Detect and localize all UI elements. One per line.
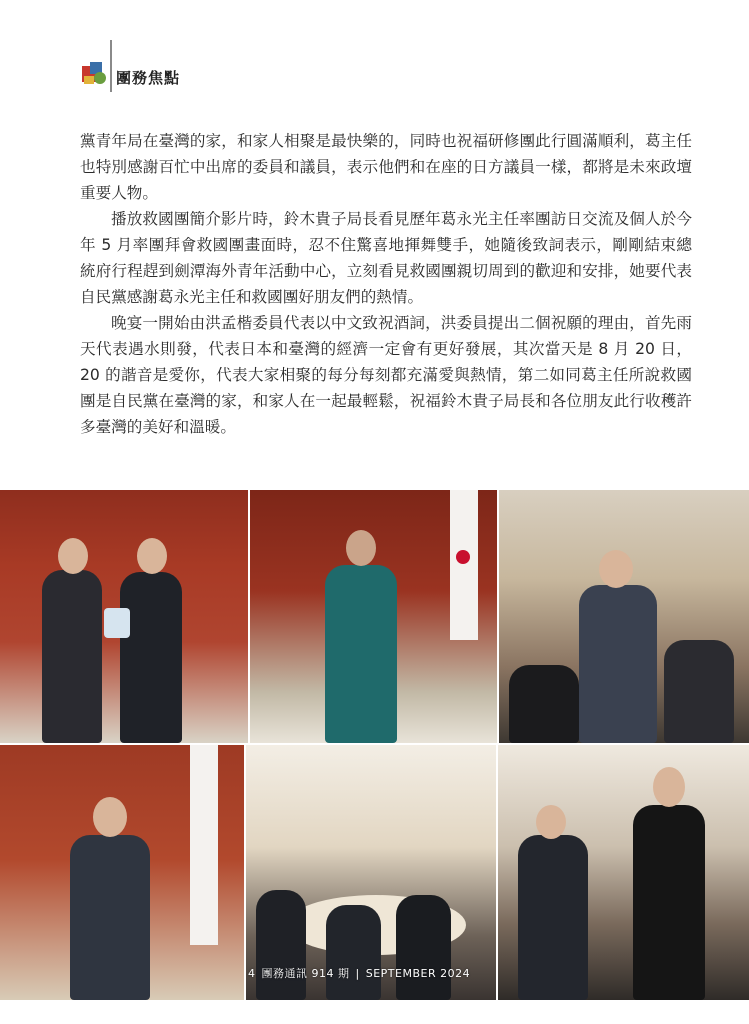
photo-banquet-guests — [499, 490, 749, 743]
paragraph: 播放救國團簡介影片時，鈴木貴子局長看見歷年葛永光主任率團訪日交流及個人於今年 5 月率團拜會救國團畫面時，忍不住驚喜地揮舞雙手，她隨後致詞表示，剛剛結束總統府行程趕到劍潭海外青年活動中心，立刻看見救國團親切周到的歡迎和安排，她要代表自民黨感謝葛永光主任和救國團好朋友們的熱情。 — [80, 210, 692, 306]
section-header — [80, 40, 280, 98]
page-footer — [248, 965, 476, 981]
section-logo-icon — [80, 58, 108, 88]
photo-applause — [498, 745, 749, 1000]
page-number: 4 — [248, 967, 256, 980]
paragraph: 黨青年局在臺灣的家，和家人相聚是最快樂的，同時也祝福研修團此行圓滿順利，葛主任也特別感謝百忙中出席的委員和議員，表示他們和在座的日方議員一樣，都將是未來政壇重要人物。 — [80, 132, 692, 202]
footer-separator: | — [355, 967, 360, 980]
header-divider — [110, 40, 112, 92]
photo-toast-speaker — [0, 745, 244, 1000]
publication-name: 團務通訊 914 期 — [261, 967, 350, 980]
issue-date: SEPTEMBER 2024 — [365, 967, 471, 980]
article-body — [80, 128, 692, 440]
photo-collage — [0, 490, 749, 1000]
photo-banquet-hall — [246, 745, 496, 1000]
paragraph: 晚宴一開始由洪孟楷委員代表以中文致祝酒詞，洪委員提出二個祝願的理由，首先雨天代表遇水則發，代表日本和臺灣的經濟一定會有更好發展，其次當天是 8 月 20 日，20 的諧音是愛你，代表大家相聚的每分每刻都充滿愛與熱情，第二如同葛主任所說救國團是自民黨在臺灣的家，和家人在一起最輕鬆，祝福鈴木貴子局長和各位朋友此行收穫許多臺灣的美好和溫暖。 — [80, 314, 692, 436]
photo-speaker-podium — [250, 490, 497, 743]
photo-gift-exchange — [0, 490, 248, 743]
section-title: 團務焦點 — [116, 69, 181, 87]
